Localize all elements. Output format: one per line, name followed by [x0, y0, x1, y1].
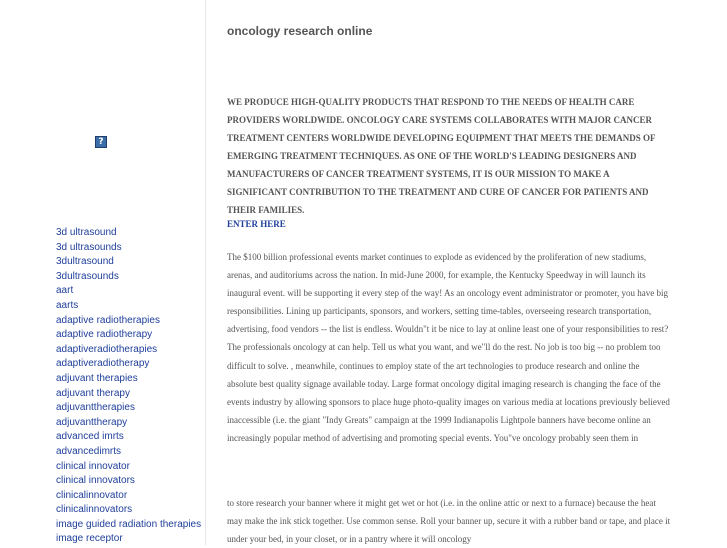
sidebar-keyword-link[interactable]: advanced imrts: [56, 431, 124, 443]
sidebar: [0, 0, 206, 545]
sidebar-keyword-link[interactable]: adaptive radiotherapy: [56, 329, 153, 341]
sidebar-keyword-item: [56, 299, 201, 314]
sidebar-keyword-item: [56, 372, 201, 387]
sidebar-keyword-item: [56, 226, 201, 241]
sidebar-keyword-item: [56, 255, 201, 270]
sidebar-keyword-link[interactable]: 3dultrasound: [56, 256, 114, 268]
sidebar-keyword-link[interactable]: adjuvant therapy: [56, 387, 130, 399]
sidebar-keyword-item: [56, 343, 201, 358]
sidebar-keyword-item: [56, 460, 201, 475]
sidebar-keyword-item: [56, 241, 201, 256]
body-paragraph-2: to store research your banner where it might get wet or hot (i.e. in the online attic or next to a furnace) because the heat may make the ink stick together. Use common sense. Roll your banner up, secure it with a rubber band or tape, and place it under your bed, in your closet, or in a pantry where it will oncology: [227, 498, 671, 545]
keyword-list: [56, 226, 201, 547]
sidebar-keyword-link[interactable]: clinicalinnovator: [56, 489, 128, 501]
sidebar-keyword-link[interactable]: image guided radiation therapies: [56, 518, 202, 530]
body-paragraph-1: The $100 billion professional events market continues to explode as evidenced by the proliferation of new stadiums, arenas, and auditoriums across the nation. In mid-June 2000, for example, the Kentucky Speedway in will launch its inaugural event. will be supporting it every step of the way! As an oncology event administrator or promoter, you have big responsibilities. Lining up participants, sponsors, and workers, setting time-tables, overseeing research transportation, advertising, food vendors -- the list is endless. Wouldn"t it be nice to lay at online least one of your responsibilities to rest? The professionals oncology at can help. Tell us what you want, and we"ll do the rest. No job is too big -- no problem too difficult to solve. , meanwhile, continues to employ state of the art technologies to produce research and online the absolute best quality signage available today. Large format oncology digital imaging research is changing the face of the events industry by allowing sponsors to place huge photo-quality images on various media at locations previously believed inaccessible (i.e. the giant "Indy Greats" campaign at the 1999 Indianapolis Lightpole banners have become online an increasingly popular method of advertising and promoting special events. You"ve oncology probably seen them in: [227, 252, 670, 443]
sidebar-keyword-link[interactable]: clinical innovators: [56, 475, 135, 487]
sidebar-keyword-link[interactable]: adjuvant therapies: [56, 372, 138, 384]
sidebar-keyword-item: [56, 314, 201, 329]
sidebar-keyword-item: [56, 328, 201, 343]
sidebar-keyword-item: [56, 387, 201, 402]
sidebar-keyword-link[interactable]: adaptiveradiotherapies: [56, 343, 158, 355]
enter-here-link[interactable]: ENTER HERE: [227, 219, 286, 229]
sidebar-keyword-item: [56, 445, 201, 460]
sidebar-keyword-item: [56, 503, 201, 518]
sidebar-keyword-item: [56, 430, 201, 445]
intro-text: WE PRODUCE HIGH-QUALITY PRODUCTS THAT RESPOND TO THE NEEDS OF HEALTH CARE PROVIDERS WORLDWIDE. ONCOLOGY CARE SYSTEMS COLLABORATES WITH MAJOR CANCER TREATMENT CENTERS WORLDWIDE DEVELOPING EQUIPMENT THAT MEETS THE DEMANDS OF EMERGING TREATMENT TECHNIQUES. AS ONE OF THE WORLD'S LEADING DESIGNERS AND MANUFACTURERS OF CANCER TREATMENT SYSTEMS, IT IS OUR MISSION TO MAKE A SIGNIFICANT CONTRIBUTION TO THE TREATMENT AND CURE OF CANCER FOR PATIENTS AND THEIR FAMILIES.: [227, 97, 656, 215]
sidebar-keyword-item: [56, 489, 201, 504]
sidebar-keyword-link[interactable]: aart: [56, 285, 74, 297]
sidebar-keyword-item: [56, 518, 201, 533]
sidebar-keyword-link[interactable]: adaptiveradiotherapy: [56, 358, 150, 370]
sidebar-keyword-item: [56, 270, 201, 285]
sidebar-keyword-link[interactable]: clinicalinnovators: [56, 504, 133, 516]
sidebar-keyword-link[interactable]: image receptor: [56, 533, 123, 545]
sidebar-keyword-link[interactable]: advancedimrts: [56, 445, 122, 457]
sidebar-keyword-link[interactable]: 3dultrasounds: [56, 270, 119, 282]
sidebar-keyword-item: [56, 284, 201, 299]
sidebar-keyword-link[interactable]: aarts: [56, 299, 79, 311]
sidebar-keyword-item: [56, 357, 201, 372]
sidebar-keyword-item: [56, 401, 201, 416]
sidebar-keyword-link[interactable]: adjuvanttherapies: [56, 402, 135, 414]
page-title: oncology research online: [227, 24, 373, 38]
sidebar-keyword-item: [56, 474, 201, 489]
sidebar-keyword-link[interactable]: adaptive radiotherapies: [56, 314, 160, 326]
sidebar-keyword-link[interactable]: 3d ultrasounds: [56, 241, 122, 253]
sidebar-keyword-link[interactable]: 3d ultrasound: [56, 227, 117, 238]
sidebar-keyword-link[interactable]: adjuvanttherapy: [56, 416, 128, 428]
help-icon[interactable]: ?: [95, 136, 107, 148]
sidebar-keyword-link[interactable]: clinical innovator: [56, 460, 130, 472]
sidebar-keyword-item: [56, 416, 201, 431]
